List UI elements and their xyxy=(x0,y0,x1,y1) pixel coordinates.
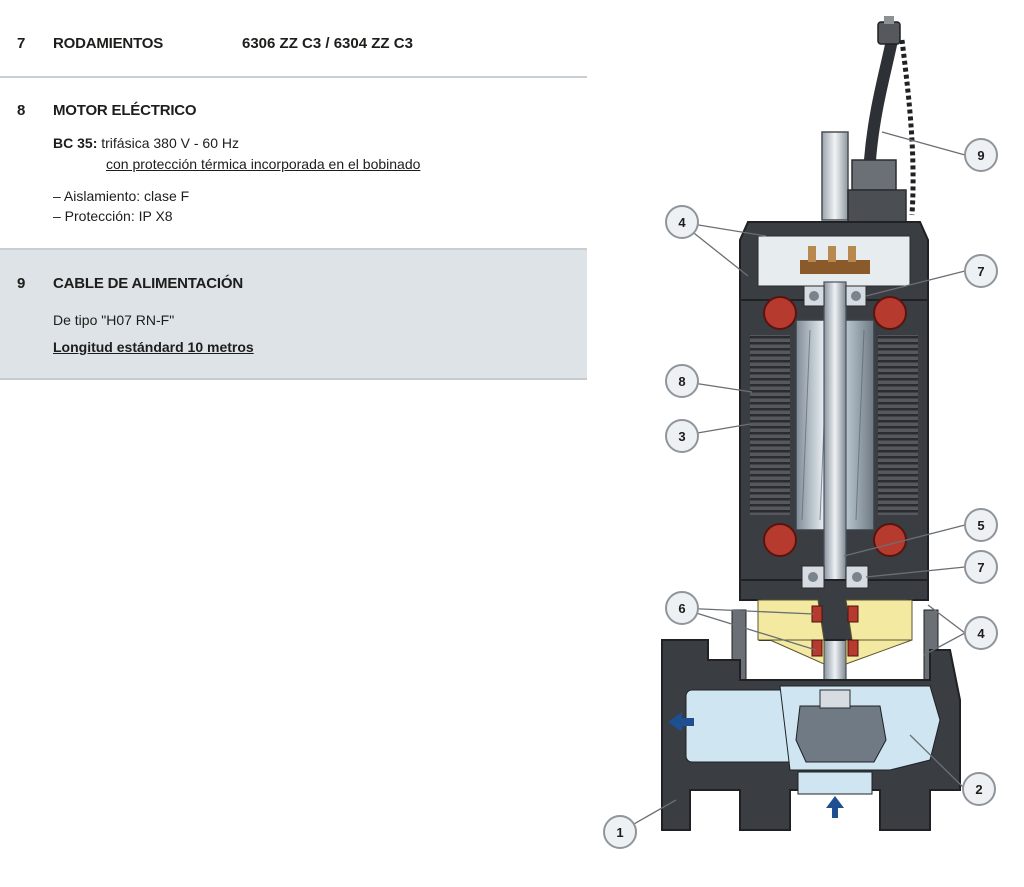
lifting-chain xyxy=(902,40,913,215)
thermal-protection-note: con protección térmica incorporada en el bobinado xyxy=(106,156,421,172)
callout-label: 7 xyxy=(977,264,985,279)
section-title: RODAMIENTOS xyxy=(53,35,164,52)
section-number: 9 xyxy=(17,275,26,292)
cable-type: De tipo "H07 RN-F" xyxy=(53,312,175,328)
spec-section-cable xyxy=(0,250,587,380)
callout-7-lower xyxy=(965,551,997,583)
pump-cross-section-diagram xyxy=(590,0,1020,887)
callout-4-upper xyxy=(666,206,698,238)
callout-label: 4 xyxy=(977,626,985,641)
section-title: MOTOR ELÉCTRICO xyxy=(53,102,197,119)
motor-spec-line xyxy=(53,135,239,151)
callout-2 xyxy=(963,773,995,805)
pump-volute xyxy=(662,640,960,830)
callout-5 xyxy=(965,509,997,541)
cable-gland xyxy=(852,160,896,190)
callout-label: 1 xyxy=(616,825,624,840)
callout-1 xyxy=(604,816,636,848)
cable-length: Longitud estándard 10 metros xyxy=(53,339,254,355)
vent-tube xyxy=(822,132,848,220)
callout-6 xyxy=(666,592,698,624)
callout-4-lower xyxy=(965,617,997,649)
callout-7-upper xyxy=(965,255,997,287)
callout-9 xyxy=(965,139,997,171)
callout-label: 3 xyxy=(678,429,686,444)
callout-label: 5 xyxy=(977,518,985,533)
stator-laminations-right xyxy=(878,335,918,515)
callout-3 xyxy=(666,420,698,452)
stator-laminations-left xyxy=(750,335,790,515)
section-number: 7 xyxy=(17,35,26,52)
insulation-class: – Aislamiento: clase F xyxy=(53,188,190,204)
callout-8 xyxy=(666,365,698,397)
section-title: CABLE DE ALIMENTACIÓN xyxy=(53,275,243,292)
spec-section-motor xyxy=(0,78,587,250)
spec-section-bearings xyxy=(0,22,587,78)
motor-supply: trifásica 380 V - 60 Hz xyxy=(101,135,239,151)
callout-label: 8 xyxy=(678,374,686,389)
motor-model-separator: : xyxy=(92,135,98,151)
bearings-value: 6306 ZZ C3 / 6304 ZZ C3 xyxy=(242,35,413,52)
callout-label: 6 xyxy=(678,601,686,616)
inlet-arrow-icon xyxy=(826,796,844,818)
motor-model: BC 35 xyxy=(53,135,93,151)
callout-label: 4 xyxy=(678,215,686,230)
callout-label: 2 xyxy=(975,782,983,797)
callout-label: 9 xyxy=(977,148,985,163)
callout-label: 7 xyxy=(977,560,985,575)
protection-rating: – Protección: IP X8 xyxy=(53,208,173,224)
section-number: 8 xyxy=(17,102,26,119)
power-cable xyxy=(870,16,900,160)
